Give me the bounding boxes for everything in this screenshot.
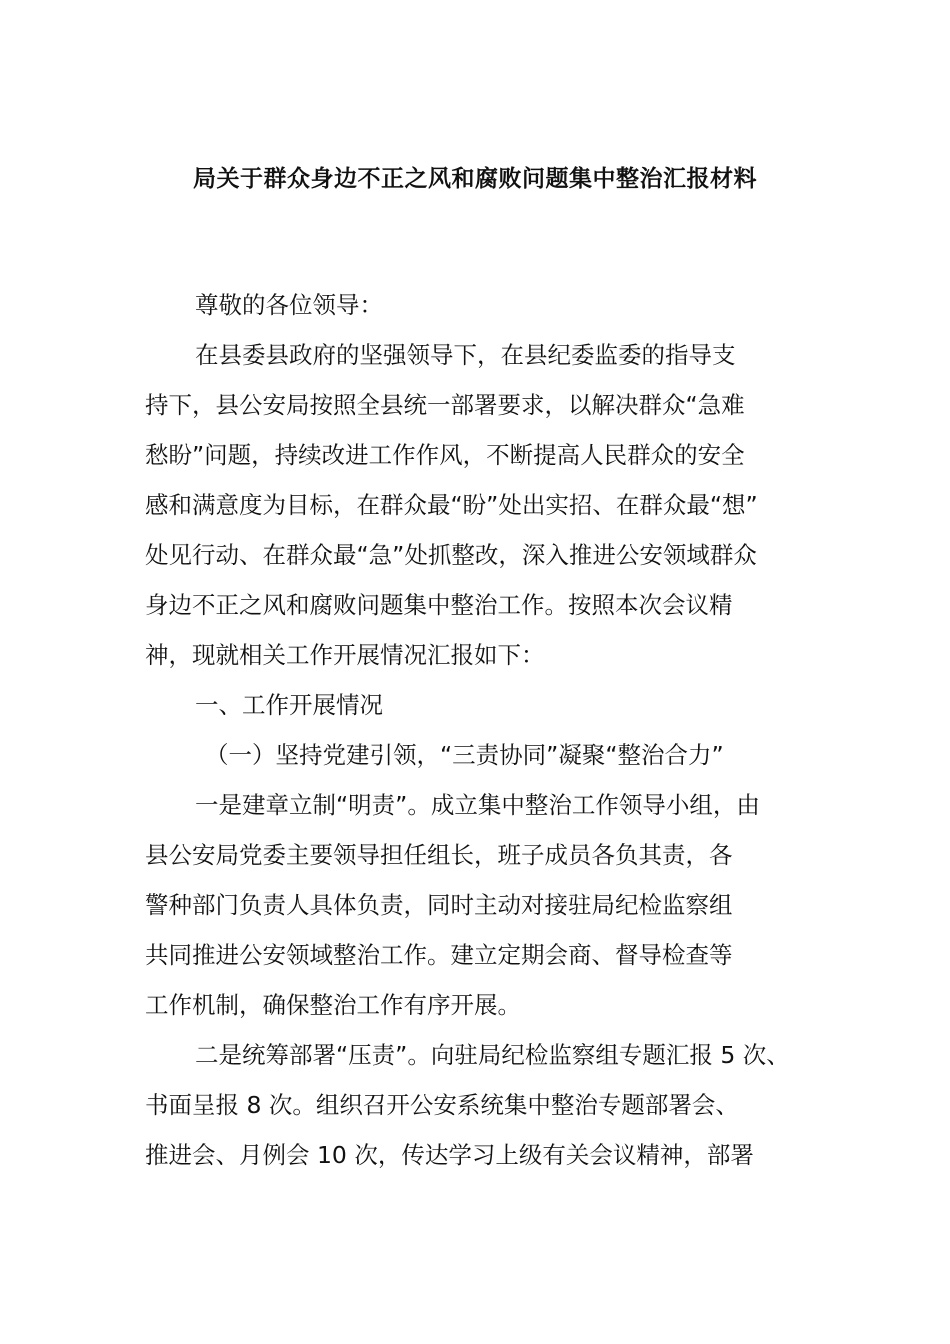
paragraph-line: 二是统筹部署“压责”。向驻局纪检监察组专题汇报 5 次、 <box>195 1041 790 1069</box>
paragraph-line: 县公安局党委主要领导担任组长，班子成员各负其责，各 <box>145 841 733 869</box>
paragraph-line: 警种部门负责人具体负责，同时主动对接驻局纪检监察组 <box>145 891 733 919</box>
subsection-heading: （一）坚持党建引领，“三责协同”凝聚“整治合力” <box>205 741 724 769</box>
paragraph-line: 持下，县公安局按照全县统一部署要求，以解决群众“急难 <box>145 391 745 419</box>
paragraph-line: 共同推进公安领域整治工作。建立定期会商、督导检查等 <box>145 941 733 969</box>
document-title: 局关于群众身边不正之风和腐败问题集中整治汇报材料 <box>193 166 757 192</box>
paragraph-line: 身边不正之风和腐败问题集中整治工作。按照本次会议精 <box>145 591 733 619</box>
salutation: 尊敬的各位领导： <box>195 291 383 319</box>
paragraph-line: 处见行动、在群众最“急”处抓整改，深入推进公安领域群众 <box>145 541 757 569</box>
paragraph-line: 愁盼”问题，持续改进工作作风，不断提高人民群众的安全 <box>145 441 745 469</box>
paragraph-line: 在县委县政府的坚强领导下，在县纪委监委的指导支 <box>195 341 736 369</box>
paragraph-line: 感和满意度为目标，在群众最“盼”处出实招、在群众最“想” <box>145 491 758 519</box>
paragraph-line: 推进会、月例会 10 次，传达学习上级有关会议精神，部署 <box>145 1141 754 1169</box>
paragraph-line: 工作机制，确保整治工作有序开展。 <box>145 991 521 1019</box>
paragraph-line: 一是建章立制“明责”。成立集中整治工作领导小组，由 <box>195 791 760 819</box>
paragraph-line: 神，现就相关工作开展情况汇报如下： <box>145 641 545 669</box>
section-heading: 一、工作开展情况 <box>195 691 383 719</box>
document-body <box>145 280 810 1180</box>
paragraph-line: 书面呈报 8 次。组织召开公安系统集中整治专题部署会、 <box>145 1091 739 1119</box>
